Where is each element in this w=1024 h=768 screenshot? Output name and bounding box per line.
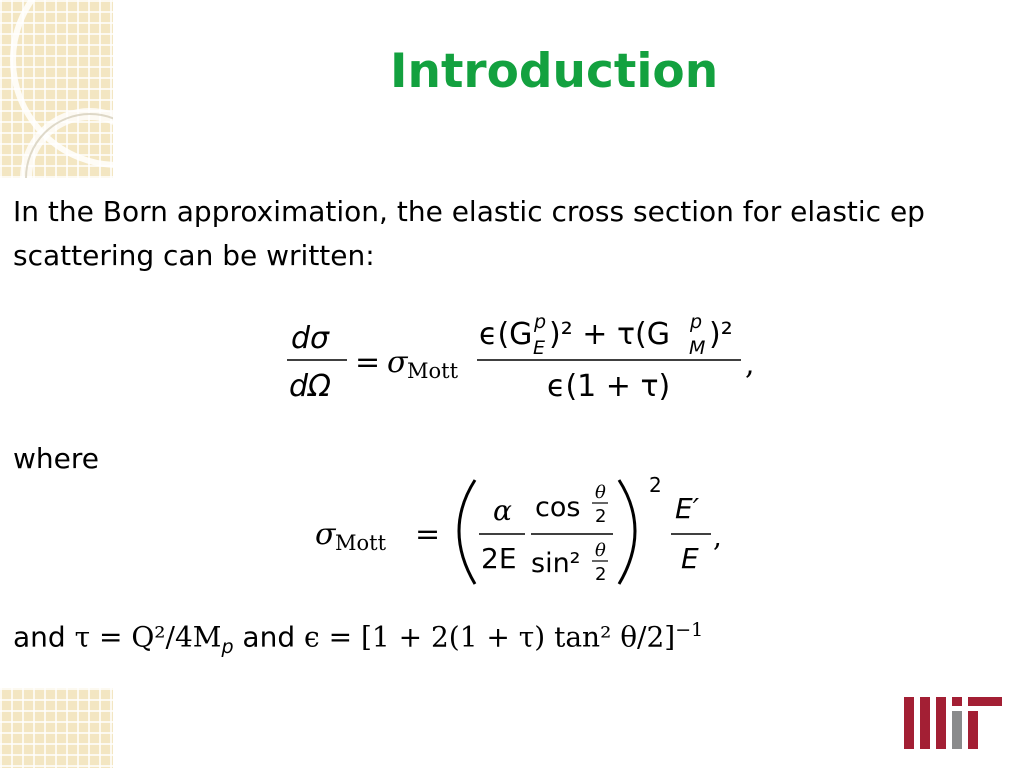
E-prime: E′ (675, 492, 700, 525)
slide-title: Introduction (390, 44, 719, 99)
decorative-panel-bottom (0, 688, 113, 768)
denominator: ϵ(1 + τ) (547, 369, 671, 404)
decorative-arcs (0, 0, 113, 178)
sin-theta: θ (595, 540, 606, 561)
GM-subscript: M (689, 337, 706, 359)
cross-section-equation (285, 308, 765, 408)
and-label-2: and (242, 620, 296, 654)
lhs-denominator: dΩ (289, 369, 331, 404)
epsilon-exponent: −1 (675, 619, 704, 641)
GM-superscript: p (690, 311, 703, 333)
left-paren (459, 480, 475, 584)
definitions-line (13, 608, 703, 669)
tau-definition: τ = Q²/4M (74, 620, 222, 654)
intro-line-2: scattering can be written: (13, 239, 375, 272)
decorative-panel-top (0, 0, 113, 178)
intro-line-1: In the Born approximation, the elastic cross section for elastic ep (13, 195, 925, 228)
mott-trailing-comma: , (713, 520, 722, 553)
mott-equation (315, 472, 735, 590)
numerator-part-2: )² + τ(G (549, 317, 670, 352)
sin-label: sin² (531, 548, 581, 579)
trailing-comma: , (745, 347, 755, 382)
right-paren (619, 480, 635, 584)
power-two: 2 (649, 473, 662, 497)
and-label-1: and (13, 620, 66, 654)
sin-two: 2 (595, 564, 607, 585)
cos-two: 2 (595, 506, 607, 527)
cos-label: cos (535, 492, 581, 523)
sigma-subscript: Mott (407, 359, 459, 383)
equals-sign: = (355, 345, 381, 380)
epsilon-definition: ϵ = [1 + 2(1 + τ) tan² θ/2] (304, 620, 676, 654)
numerator-part-1: ϵ(G (479, 317, 533, 352)
GE-subscript: E (533, 337, 546, 359)
E-denominator: E (681, 542, 699, 575)
numerator-part-3: )² (709, 317, 733, 352)
two-E: 2E (481, 542, 517, 575)
mott-sigma: σ (315, 517, 336, 552)
tau-subscript: p (221, 635, 234, 658)
GE-superscript: p (534, 311, 547, 333)
sigma-symbol: σ (387, 345, 408, 380)
lhs-numerator: dσ (291, 321, 330, 356)
alpha: α (493, 494, 512, 527)
mott-equals: = (415, 517, 441, 552)
cos-theta: θ (595, 482, 606, 503)
mott-sigma-subscript: Mott (335, 531, 387, 555)
intro-paragraph (13, 190, 925, 278)
mit-logo (904, 697, 1004, 751)
mit-logo-mark (904, 697, 1002, 749)
where-label: where (13, 442, 99, 475)
